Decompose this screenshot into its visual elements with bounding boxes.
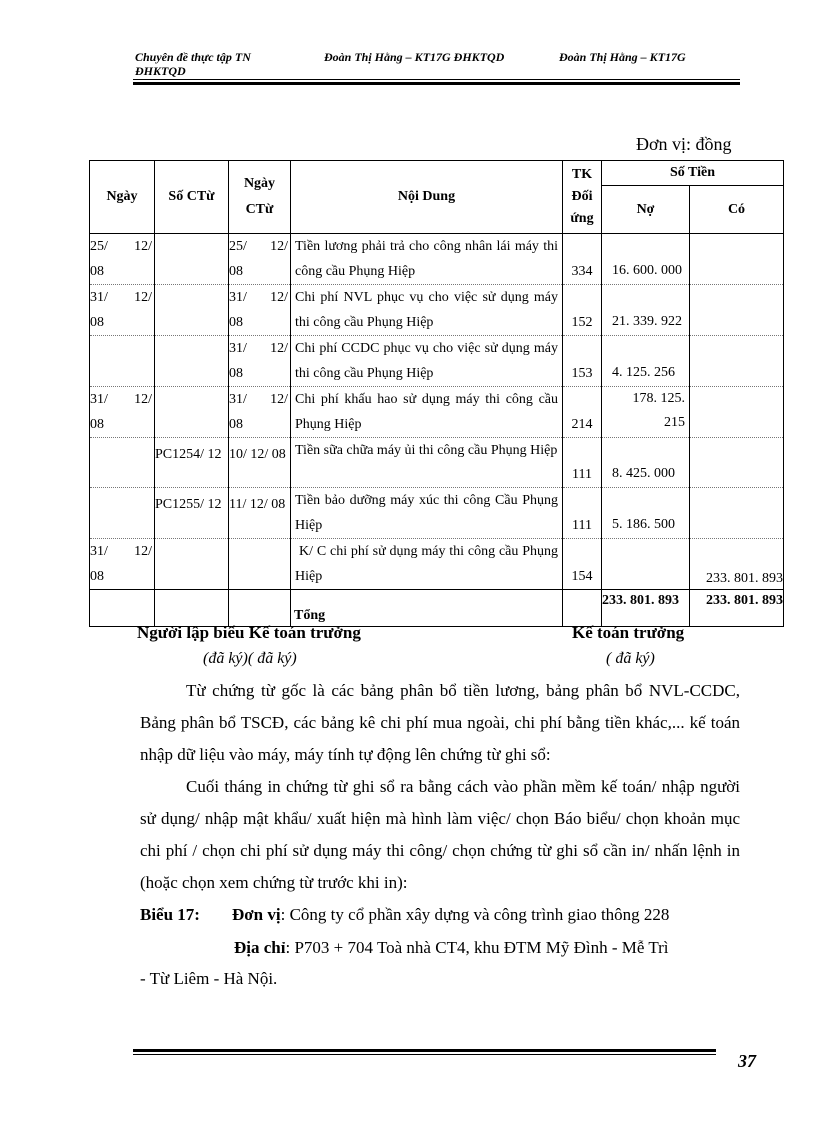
cell-ngay-ctu-day: 31/ xyxy=(229,290,247,305)
cell-tk: 214 xyxy=(563,387,602,438)
cell-ngay-ctu xyxy=(229,539,291,590)
table-row xyxy=(90,438,784,488)
cell-no: 4. 125. 256 xyxy=(602,336,690,387)
cell-no: 16. 600. 000 xyxy=(602,234,690,285)
cell-no: 178. 125. 215 xyxy=(602,387,690,438)
cell-tk: 111 xyxy=(563,438,602,488)
cell-ngay-ctu-full: 11/ 12/ 08 xyxy=(229,497,286,512)
cell-ngay-day: 31/ xyxy=(90,290,108,305)
table-row xyxy=(90,539,784,590)
cell-so-ctu: PC1255/ 12 xyxy=(155,488,229,539)
cell-no: 5. 186. 500 xyxy=(602,488,690,539)
footer-rule-thick xyxy=(133,1049,716,1052)
cell-noi-dung: Chi phí CCDC phục vụ cho việc sử dụng máy thi công cầu Phụng Hiệp xyxy=(291,336,563,387)
header-left-line1: Chuyên đề thực tập TN xyxy=(135,50,251,64)
header-tk-line1: TK xyxy=(571,167,593,182)
signature-left-title: Người lập biểu Kế toán trưởng xyxy=(137,623,361,642)
header-ngay-ctu-line1: Ngày xyxy=(243,176,276,191)
cell-ngay xyxy=(90,539,155,590)
signature-right-signed: ( đã ký) xyxy=(606,650,655,667)
cell-no: 8. 425. 000 xyxy=(602,438,690,488)
cell-ngay xyxy=(90,387,155,438)
table-row xyxy=(90,234,784,285)
cell-ngay xyxy=(90,285,155,336)
header-tk xyxy=(563,161,602,234)
bieu-donvi-line xyxy=(140,901,669,929)
cell-ngay-ctu-year: 08 xyxy=(229,315,243,330)
table-row xyxy=(90,285,784,336)
bieu-donvi-value: : Công ty cổ phần xây dựng và công trình giao thông 228 xyxy=(280,905,670,924)
unit-label: Đơn vị: đồng xyxy=(636,134,732,154)
header-so-ctu: Số CTừ xyxy=(155,161,229,234)
cell-no: 21. 339. 922 xyxy=(602,285,690,336)
cell-so-ctu xyxy=(155,387,229,438)
total-empty xyxy=(155,590,229,627)
paragraph-1: Từ chứng từ gốc là các bảng phân bổ tiền lương, bảng phân bổ NVL-CCDC, Bảng phân bổ TSCĐ, các bảng kê chi phí mua ngoài, chi phí bằng tiền khác,... kế toán nhập dữ liệu vào máy, máy tính tự động lên chứng từ ghi sổ: xyxy=(140,681,740,764)
cell-tk: 152 xyxy=(563,285,602,336)
cell-ngay-ctu-day: 31/ xyxy=(229,341,247,356)
table-row xyxy=(90,387,784,438)
cell-tk: 154 xyxy=(563,539,602,590)
total-no: 233. 801. 893 xyxy=(602,590,690,627)
cell-ngay-day: 25/ xyxy=(90,239,108,254)
cell-co: 233. 801. 893 xyxy=(690,539,784,590)
header-tk-line3: ứng xyxy=(570,211,594,226)
cell-co xyxy=(690,387,784,438)
signature-right-title: Kế toán trưởng xyxy=(572,623,685,642)
header-ngay-ctu xyxy=(229,161,291,234)
cell-co xyxy=(690,488,784,539)
cell-ngay-year: 08 xyxy=(90,569,104,584)
total-empty xyxy=(229,590,291,627)
cell-ngay-day: 31/ xyxy=(90,392,108,407)
header-tk-line2: Đối xyxy=(571,189,593,204)
cell-noi-dung: K/ C chi phí sử dụng máy thi công cầu Phụng Hiệp xyxy=(291,539,563,590)
header-left-line2: ĐHKTQD xyxy=(135,64,186,78)
paragraph-2: Cuối tháng in chứng từ ghi sổ ra bằng cách vào phần mềm kế toán/ nhập người sử dụng/ nhập mật khẩu/ xuất hiện mà hình làm việc/ chọn Báo biểu/ chọn khoản mục chi phí / chọn chi phí sử dụng máy thi công/ chọn chứng từ ghi sổ cần in/ nhấn lệnh in (hoặc chọn xem chứng từ trước khi in): xyxy=(140,777,740,892)
header-no: Nợ xyxy=(602,186,690,234)
table-row xyxy=(90,488,784,539)
table-row xyxy=(90,336,784,387)
bieu-diachi-label: Địa chỉ xyxy=(234,938,286,957)
ledger-table xyxy=(89,160,784,627)
cell-co xyxy=(690,336,784,387)
cell-ngay-year: 08 xyxy=(90,417,104,432)
header-ngay-ctu-line2: CTừ xyxy=(245,202,274,217)
cell-so-ctu: PC1254/ 12 xyxy=(155,438,229,488)
cell-so-ctu xyxy=(155,336,229,387)
header-so-tien: Số Tiền xyxy=(602,161,784,186)
cell-ngay-ctu-full: 10/ 12/ 08 xyxy=(229,447,286,462)
header-right: Đoàn Thị Hằng – KT17G xyxy=(559,50,686,64)
cell-ngay-ctu xyxy=(229,387,291,438)
header-noi-dung: Nội Dung xyxy=(291,161,563,234)
cell-so-ctu xyxy=(155,539,229,590)
cell-noi-dung: Tiền sữa chữa máy ủi thi công cầu Phụng Hiệp xyxy=(291,438,563,488)
cell-no xyxy=(602,539,690,590)
cell-ngay-month: 12/ xyxy=(134,239,152,254)
bieu-diachi-cont: - Từ Liêm - Hà Nội. xyxy=(140,969,278,988)
cell-ngay xyxy=(90,234,155,285)
cell-ngay-ctu-month: 12/ xyxy=(270,290,288,305)
cell-ngay-day: 31/ xyxy=(90,544,108,559)
cell-co xyxy=(690,438,784,488)
cell-ngay-month: 12/ xyxy=(134,392,152,407)
cell-tk: 334 xyxy=(563,234,602,285)
cell-ngay-ctu xyxy=(229,285,291,336)
cell-ngay-ctu-year: 08 xyxy=(229,366,243,381)
cell-noi-dung: Tiền lương phải trả cho công nhân lái máy thi công cầu Phụng Hiệp xyxy=(291,234,563,285)
total-empty xyxy=(90,590,155,627)
bieu-diachi-line xyxy=(234,934,669,962)
cell-noi-dung: Chi phí khấu hao sử dụng máy thi công cầu Phụng Hiệp xyxy=(291,387,563,438)
cell-ngay-year: 08 xyxy=(90,315,104,330)
header-co: Có xyxy=(690,186,784,234)
cell-noi-dung: Chi phí NVL phục vụ cho việc sử dụng máy thi công cầu Phụng Hiệp xyxy=(291,285,563,336)
footer-rule-thin xyxy=(133,1054,716,1055)
header-ngay: Ngày xyxy=(90,161,155,234)
cell-ngay-ctu xyxy=(229,438,291,488)
cell-ngay xyxy=(90,438,155,488)
header-rule-thin xyxy=(133,79,740,80)
cell-ngay-ctu-year: 08 xyxy=(229,417,243,432)
cell-ngay-ctu xyxy=(229,488,291,539)
cell-ngay-ctu-year: 08 xyxy=(229,264,243,279)
bieu-donvi-label: Đơn vị xyxy=(231,905,281,924)
total-label: Tổng xyxy=(291,590,563,627)
header-middle: Đoàn Thị Hằng – KT17G ĐHKTQD xyxy=(324,50,505,64)
cell-ngay-year: 08 xyxy=(90,264,104,279)
cell-so-ctu xyxy=(155,285,229,336)
cell-ngay-month: 12/ xyxy=(134,544,152,559)
total-empty xyxy=(563,590,602,627)
cell-tk: 153 xyxy=(563,336,602,387)
cell-tk: 111 xyxy=(563,488,602,539)
cell-noi-dung: Tiền bảo dưỡng máy xúc thi công Cầu Phụng Hiệp xyxy=(291,488,563,539)
page-number: 37 xyxy=(738,1051,756,1071)
signature-left-signed: (đã ký)( đã ký) xyxy=(203,650,297,667)
cell-ngay-ctu xyxy=(229,234,291,285)
cell-ngay-ctu-day: 31/ xyxy=(229,392,247,407)
cell-co xyxy=(690,234,784,285)
cell-ngay xyxy=(90,488,155,539)
header-rule-thick xyxy=(133,82,740,85)
cell-so-ctu xyxy=(155,234,229,285)
cell-ngay-ctu-month: 12/ xyxy=(270,392,288,407)
cell-co xyxy=(690,285,784,336)
cell-ngay-month: 12/ xyxy=(134,290,152,305)
cell-ngay-ctu xyxy=(229,336,291,387)
cell-ngay-ctu-month: 12/ xyxy=(270,239,288,254)
cell-ngay xyxy=(90,336,155,387)
total-co: 233. 801. 893 xyxy=(690,590,784,627)
bieu-label: Biểu 17: xyxy=(140,905,200,924)
bieu-diachi-value: : P703 + 704 Toà nhà CT4, khu ĐTM Mỹ Đình - Mễ Trì xyxy=(285,938,669,957)
cell-ngay-ctu-day: 25/ xyxy=(229,239,247,254)
cell-ngay-ctu-month: 12/ xyxy=(270,341,288,356)
